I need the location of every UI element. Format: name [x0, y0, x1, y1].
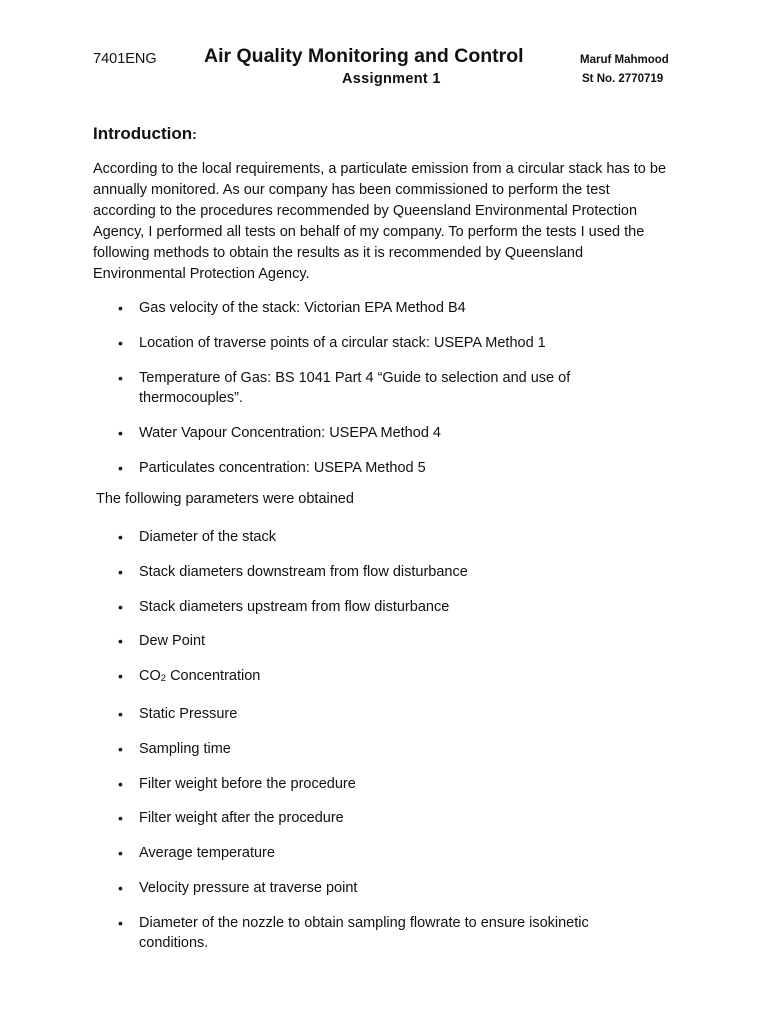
- parameter-item-text: Diameter of the stack: [139, 529, 276, 545]
- list-item: [0, 739, 659, 759]
- document-title: Air Quality Monitoring and Control: [204, 45, 524, 67]
- student-name: Maruf Mahmood: [580, 54, 669, 66]
- method-item-text: Temperature of Gas: BS 1041 Part 4 “Guide to selection and use of thermocouples”.: [139, 370, 571, 406]
- list-item: [0, 843, 659, 863]
- parameter-item-text: Stack diameters downstream from flow disturbance: [139, 563, 468, 580]
- method-item-text: Particulates concentration: USEPA Method 5: [139, 460, 426, 476]
- bullet-icon: •: [118, 335, 123, 351]
- method-item-text: Water Vapour Concentration: USEPA Method 4: [139, 425, 441, 441]
- list-item: [0, 298, 659, 318]
- parameter-item-text: Average temperature: [139, 845, 275, 862]
- list-item: [0, 808, 659, 828]
- bullet-icon: •: [118, 914, 123, 931]
- parameter-item-co2: [139, 666, 659, 689]
- parameter-item-text: Dew Point: [139, 633, 206, 650]
- list-item: [0, 878, 659, 898]
- bullet-icon: •: [118, 460, 123, 476]
- bullet-icon: •: [118, 370, 123, 386]
- bullet-icon: •: [118, 425, 123, 441]
- list-item: [0, 774, 659, 794]
- parameter-item-text: Filter weight after the procedure: [139, 810, 344, 827]
- introduction-heading-colon: :: [192, 126, 197, 142]
- method-item-text: Location of traverse points of a circular stack: USEPA Method 1: [139, 335, 546, 351]
- list-item: [0, 527, 659, 547]
- method-item-text: Gas velocity of the stack: Victorian EPA Method B4: [139, 300, 466, 316]
- bullet-icon: •: [118, 705, 123, 722]
- bullet-icon: •: [118, 529, 123, 545]
- list-item: [0, 368, 609, 408]
- student-number: St No. 2770719: [582, 73, 664, 85]
- bullet-icon: •: [118, 810, 123, 827]
- co2-prefix: CO: [139, 668, 161, 685]
- bullet-icon: •: [118, 775, 123, 792]
- parameter-item-text: Sampling time: [139, 740, 231, 757]
- list-item: [0, 423, 659, 443]
- introduction-heading-text: Introduction: [93, 124, 193, 143]
- list-item: [0, 458, 659, 478]
- methods-list: [0, 298, 659, 493]
- list-item: [0, 631, 659, 651]
- list-item: [0, 704, 659, 724]
- parameter-item-text: Diameter of the nozzle to obtain sampling flowrate to ensure isokinetic conditions.: [139, 914, 589, 951]
- list-item: [0, 333, 659, 353]
- parameter-item-text: Velocity pressure at traverse point: [139, 879, 358, 896]
- parameters-list: [0, 527, 659, 968]
- bullet-icon: •: [118, 598, 123, 615]
- bullet-icon: •: [118, 668, 123, 685]
- parameter-item-text: Static Pressure: [139, 705, 238, 722]
- course-code: 7401ENG: [93, 51, 157, 67]
- bullet-icon: •: [118, 633, 123, 650]
- co2-subscript: 2: [160, 673, 167, 685]
- introduction-heading: [93, 124, 197, 144]
- bullet-icon: •: [118, 879, 123, 896]
- parameter-item-text: Stack diameters upstream from flow disturbance: [139, 598, 450, 615]
- bullet-icon: •: [118, 300, 123, 316]
- introduction-paragraph: According to the local requirements, a particulate emission from a circular stack has to be annually monitored. As our company has been commissioned to perform the test according to the procedures recommended by Queensland Environmental Protection Agency, I performed all tests on behalf of my company. To perform the tests I used the following methods to obtain the results as it is recommended by Queensland Environmental Protection Agency.: [93, 161, 667, 282]
- parameter-item-text: Filter weight before the procedure: [139, 775, 356, 792]
- co2-suffix: Concentration: [166, 668, 261, 685]
- list-item: [0, 913, 629, 953]
- list-item: [0, 562, 659, 582]
- bullet-icon: •: [118, 563, 123, 580]
- list-item: [0, 597, 659, 617]
- bullet-icon: •: [118, 845, 123, 862]
- document-subtitle: Assignment 1: [342, 71, 441, 87]
- list-item: [0, 666, 659, 689]
- parameters-intro: The following parameters were obtained: [96, 491, 354, 507]
- bullet-icon: •: [118, 740, 123, 757]
